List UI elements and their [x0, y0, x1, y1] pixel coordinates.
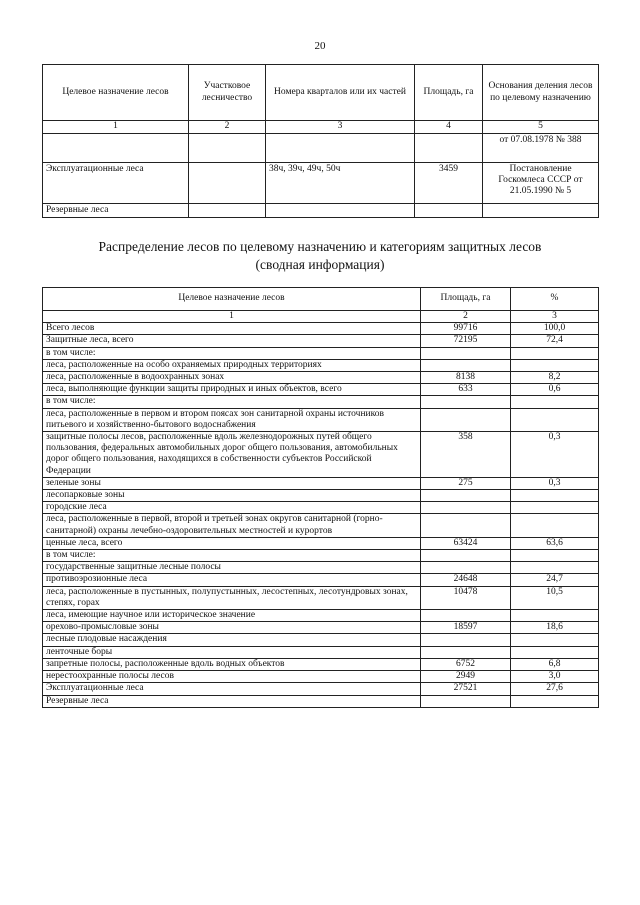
- table-row: [43, 384, 599, 396]
- percent-cell: [511, 347, 599, 359]
- area-cell: 18597: [421, 622, 511, 634]
- percent-cell: 8,2: [511, 372, 599, 384]
- area-cell: [415, 134, 483, 163]
- name-cell: леса, расположенные в первой, второй и третьей зонах округов санитарной (горно-санитарной) охраны лечебно-оздоровительных местностей и курортов: [43, 514, 421, 537]
- percent-cell: 3,0: [511, 671, 599, 683]
- column-number: 2: [189, 121, 266, 134]
- basis-cell: от 07.08.1978 № 388: [483, 134, 599, 163]
- forest-distribution-table: [42, 287, 599, 708]
- name-cell: защитные полосы лесов, расположенные вдоль железнодорожных путей общего пользования, федеральных автомобильных дорог общего пользования, автомобильных дорог общего пользования, находящихся в собственности субъектов Российской Федерации: [43, 432, 421, 478]
- name-cell: Защитные леса, всего: [43, 335, 421, 347]
- table-row: [43, 323, 599, 335]
- area-cell: [421, 562, 511, 574]
- heading-line-2: (сводная информация): [255, 257, 385, 273]
- percent-cell: [511, 396, 599, 408]
- column-number-row: [43, 121, 599, 134]
- area-cell: [415, 204, 483, 218]
- header-cell: Площадь, га: [415, 65, 483, 121]
- name-cell: леса, расположенные в водоохранных зонах: [43, 372, 421, 384]
- percent-cell: 18,6: [511, 622, 599, 634]
- area-cell: 63424: [421, 537, 511, 549]
- name-cell: ленточные боры: [43, 646, 421, 658]
- column-number: 1: [43, 121, 189, 134]
- quarters-cell: [266, 134, 415, 163]
- header-cell: Целевое назначение лесов: [43, 65, 189, 121]
- area-cell: [421, 502, 511, 514]
- area-cell: [421, 550, 511, 562]
- column-number: 3: [511, 311, 599, 323]
- name-cell: в том числе:: [43, 396, 421, 408]
- area-cell: 3459: [415, 163, 483, 204]
- heading-line-1: Распределение лесов по целевому назначению и категориям защитных лесов: [98, 239, 542, 254]
- table-row: [43, 359, 599, 371]
- name-cell: городские леса: [43, 502, 421, 514]
- percent-cell: 24,7: [511, 574, 599, 586]
- area-cell: 99716: [421, 323, 511, 335]
- table-row: [43, 204, 599, 218]
- name-cell: нерестоохранные полосы лесов: [43, 671, 421, 683]
- area-cell: [421, 646, 511, 658]
- column-number: 3: [266, 121, 415, 134]
- table-row: [43, 537, 599, 549]
- table-row: [43, 432, 599, 478]
- table-row: [43, 514, 599, 537]
- section-heading: [40, 238, 600, 274]
- basis-cell: [483, 204, 599, 218]
- percent-cell: [511, 695, 599, 707]
- percent-cell: 0,6: [511, 384, 599, 396]
- column-number: 2: [421, 311, 511, 323]
- table-row: [43, 683, 599, 695]
- percent-cell: 0,3: [511, 432, 599, 478]
- percent-cell: 63,6: [511, 537, 599, 549]
- column-number-row: [43, 311, 599, 323]
- name-cell: ценные леса, всего: [43, 537, 421, 549]
- name-cell: государственные защитные лесные полосы: [43, 562, 421, 574]
- area-cell: 8138: [421, 372, 511, 384]
- table-row: [43, 134, 599, 163]
- percent-cell: 6,8: [511, 658, 599, 670]
- table-row: [43, 335, 599, 347]
- basis-cell: Постановление Госкомлеса СССР от 21.05.1990 № 5: [483, 163, 599, 204]
- quarters-cell: 38ч, 39ч, 49ч, 50ч: [266, 163, 415, 204]
- name-cell: леса, выполняющие функции защиты природных и иных объектов, всего: [43, 384, 421, 396]
- table-row: [43, 671, 599, 683]
- percent-cell: 27,6: [511, 683, 599, 695]
- quarters-cell: [266, 204, 415, 218]
- table-row: [43, 574, 599, 586]
- area-cell: [421, 695, 511, 707]
- table-row: [43, 658, 599, 670]
- name-cell: леса, имеющие научное или историческое значение: [43, 610, 421, 622]
- name-cell: в том числе:: [43, 347, 421, 359]
- header-cell: Площадь, га: [421, 288, 511, 311]
- name-cell: Всего лесов: [43, 323, 421, 335]
- forest-purpose-table: [42, 64, 599, 218]
- table-row: [43, 695, 599, 707]
- area-cell: 27521: [421, 683, 511, 695]
- table-row: [43, 163, 599, 204]
- percent-cell: [511, 646, 599, 658]
- name-cell: лесопарковые зоны: [43, 490, 421, 502]
- area-cell: 2949: [421, 671, 511, 683]
- percent-cell: [511, 610, 599, 622]
- name-cell: в том числе:: [43, 550, 421, 562]
- percent-cell: [511, 490, 599, 502]
- name-cell: запретные полосы, расположенные вдоль водных объектов: [43, 658, 421, 670]
- area-cell: 6752: [421, 658, 511, 670]
- table-header-row: [43, 288, 599, 311]
- table-row: [43, 622, 599, 634]
- table-row: [43, 550, 599, 562]
- column-number: 4: [415, 121, 483, 134]
- table-row: [43, 586, 599, 609]
- name-cell: Резервные леса: [43, 695, 421, 707]
- name-cell: леса, расположенные на особо охраняемых природных территориях: [43, 359, 421, 371]
- name-cell: леса, расположенные в первом и втором поясах зон санитарной охраны источников питьевого и хозяйственно-бытового водоснабжения: [43, 408, 421, 431]
- name-cell: Эксплуатационные леса: [43, 683, 421, 695]
- area-cell: [421, 347, 511, 359]
- table-header-row: [43, 65, 599, 121]
- name-cell: противоэрозионные леса: [43, 574, 421, 586]
- table-row: [43, 408, 599, 431]
- area-cell: 72195: [421, 335, 511, 347]
- name-cell: лесные плодовые насаждения: [43, 634, 421, 646]
- name-cell: зеленые зоны: [43, 477, 421, 489]
- column-number: 5: [483, 121, 599, 134]
- purpose-cell: Резервные леса: [43, 204, 189, 218]
- percent-cell: [511, 634, 599, 646]
- area-cell: 10478: [421, 586, 511, 609]
- table-row: [43, 610, 599, 622]
- percent-cell: [511, 514, 599, 537]
- page-number: 20: [314, 40, 326, 52]
- percent-cell: 0,3: [511, 477, 599, 489]
- header-cell: Участковое лесничество: [189, 65, 266, 121]
- table-row: [43, 477, 599, 489]
- percent-cell: 10,5: [511, 586, 599, 609]
- purpose-cell: Эксплуатационные леса: [43, 163, 189, 204]
- percent-cell: [511, 408, 599, 431]
- table-row: [43, 490, 599, 502]
- forestry-cell: [189, 163, 266, 204]
- area-cell: [421, 610, 511, 622]
- distribution-rows: [43, 323, 599, 708]
- area-cell: [421, 408, 511, 431]
- table-row: [43, 347, 599, 359]
- percent-cell: 100,0: [511, 323, 599, 335]
- name-cell: орехово-промысловые зоны: [43, 622, 421, 634]
- percent-cell: 72,4: [511, 335, 599, 347]
- table-row: [43, 372, 599, 384]
- percent-cell: [511, 562, 599, 574]
- table-row: [43, 634, 599, 646]
- table-row: [43, 502, 599, 514]
- header-cell: %: [511, 288, 599, 311]
- percent-cell: [511, 550, 599, 562]
- table-row: [43, 646, 599, 658]
- area-cell: 24648: [421, 574, 511, 586]
- area-cell: [421, 396, 511, 408]
- percent-cell: [511, 359, 599, 371]
- area-cell: [421, 514, 511, 537]
- area-cell: [421, 634, 511, 646]
- area-cell: 633: [421, 384, 511, 396]
- header-cell: Целевое назначение лесов: [43, 288, 421, 311]
- area-cell: [421, 490, 511, 502]
- header-cell: Основания деления лесов по целевому назначению: [483, 65, 599, 121]
- forestry-cell: [189, 134, 266, 163]
- column-number: 1: [43, 311, 421, 323]
- area-cell: [421, 359, 511, 371]
- table-row: [43, 562, 599, 574]
- area-cell: 358: [421, 432, 511, 478]
- header-cell: Номера кварталов или их частей: [266, 65, 415, 121]
- purpose-cell: [43, 134, 189, 163]
- name-cell: леса, расположенные в пустынных, полупустынных, лесостепных, лесотундровых зонах, степях, горах: [43, 586, 421, 609]
- forestry-cell: [189, 204, 266, 218]
- percent-cell: [511, 502, 599, 514]
- table-row: [43, 396, 599, 408]
- area-cell: 275: [421, 477, 511, 489]
